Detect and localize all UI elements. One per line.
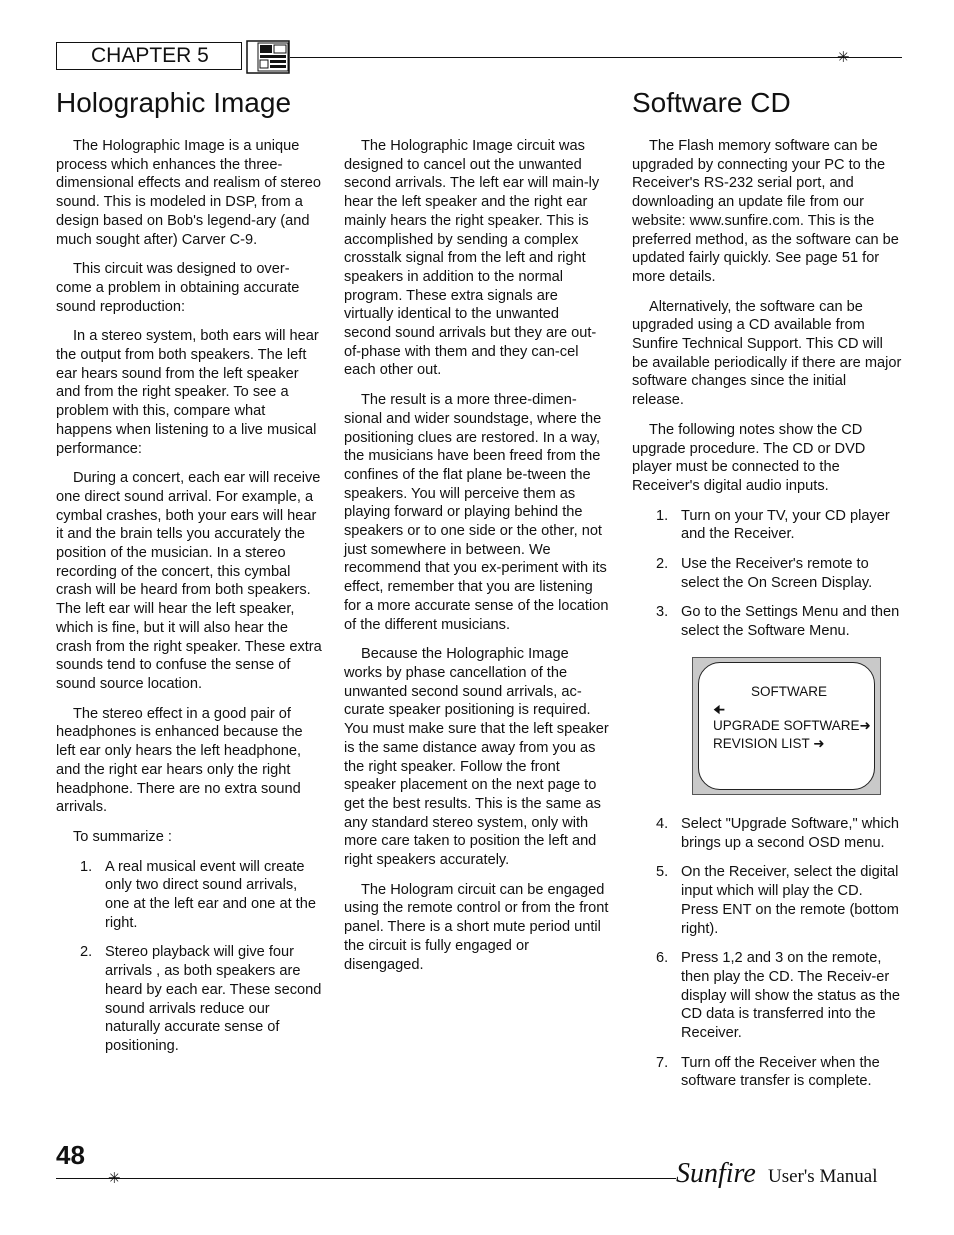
paragraph: The Holographic Image circuit was designed to cancel out the unwanted second arrivals. The left ear will main-ly hear the left speaker and the right ear mainly hears the right speaker. This is accomplished by sending a complex crosstalk signal from the left and right speakers in addition to the normal program. These extra signals are virtually identical to the unwanted second sound arrivals but they are out-of-phase with them and they can-cel each other out. — [344, 138, 600, 379]
paragraph: In a stereo system, both ears will hear the output from both speakers. The left ear hears sound from the left speaker and from the right speaker. To see a problem with this, compare what happens when listening to a live musical performance: — [56, 328, 319, 457]
osd-screen — [692, 657, 881, 795]
paragraph: Alternatively, the software can be upgraded using a CD available from Sunfire Technical Support. This CD will be available periodically if there are major software changes since the initial release. — [632, 298, 902, 409]
chapter-icon — [246, 40, 290, 74]
footer-rule — [56, 1178, 676, 1179]
paragraph: The result is a more three-dimen-sional and wider soundstage, where the positioning clues are restored. In a way, the musicians have been freed from the confines of the flat plane be-tween the speakers. You will perceive them as playing forward or playing behind the speakers or to one side or the other, not just somewhere in between. We recommend that you ex-periment with its effect, remember that you are listening for a more accurate sense of the location of the different musicians. — [344, 392, 609, 633]
osd-upgrade-software: UPGRADE SOFTWARE➜ — [713, 718, 871, 733]
steps-list — [632, 507, 902, 641]
paragraph: The following notes show the CD upgrade procedure. The CD or DVD player must be connected to the Receiver's digital audio inputs. — [632, 421, 866, 494]
steps-list-continued — [632, 815, 902, 1091]
holographic-title: Holographic Image — [56, 87, 292, 118]
chapter-label: CHAPTER 5 — [56, 42, 242, 70]
header-star-icon: ✳ — [837, 49, 850, 66]
arrow-right-icon: ➜ — [859, 718, 871, 733]
list-item: 6. Press 1,2 and 3 on the remote, then play the CD. The Receiv-er display will show the status as the CD data is transferred into the Receiver. — [656, 950, 901, 1042]
paragraph: The Flash memory software can be upgraded by connecting your PC to the Receiver's RS-232 serial port, and downloading an update file from our website: www.sunfire.com. This is the preferred method, as the software can be updated fairly quickly. See page 51 for more details. — [632, 138, 899, 285]
list-item: 2. Use the Receiver's remote to select the On Screen Display. — [656, 556, 873, 591]
column-2 — [344, 137, 610, 985]
list-item: 2. Stereo playback will give four arrivals , as both speakers are heard by each ear. These second sound arrivals reduce our naturally accurate sense of positioning. — [80, 944, 322, 1054]
manual-label: User's Manual — [768, 1166, 878, 1187]
paragraph: The Holographic Image is a unique process which enhances the three-dimensional effects and realism of stereo sound. This is modeled in DSP, from a design based on Bob's legend-ary (and much sought after) Carver C-9. — [56, 138, 321, 248]
back-arrow-icon: 🠈 — [713, 702, 726, 717]
list-item: 1. Turn on your TV, your CD player and the Receiver. — [656, 507, 890, 543]
software-cd-title: Software CD — [632, 87, 791, 118]
list-item: 3. Go to the Settings Menu and then select the Software Menu. — [656, 604, 900, 640]
list-item: 7. Turn off the Receiver when the software transfer is complete. — [656, 1054, 880, 1090]
column-3-continued — [632, 815, 902, 1102]
paragraph: During a concert, each ear will receive one direct sound arrival. For example, a cymbal crashes, both your ears will hear it and the brain tells you accurately the position of the musician. In a stereo recording of the concert, this cymbal crash will be heard from both speakers. The left ear will hear the left speaker, which is fine, but it will also hear the crash from the right speaker. These extra sounds tend to confuse the sense of sound source location. — [56, 470, 322, 692]
summary-list — [56, 858, 322, 1056]
page-number: 48 — [56, 1140, 85, 1170]
paragraph: The Hologram circuit can be engaged using the remote control or from the front panel. There is a short mute period until the circuit is fully engaged or disengaged. — [344, 881, 609, 973]
list-item: 4. Select "Upgrade Software," which brings up a second OSD menu. — [656, 816, 900, 851]
arrow-right-icon: ➜ — [813, 736, 825, 751]
column-3 — [632, 137, 902, 652]
paragraph: To summarize : — [73, 828, 172, 845]
column-1 — [56, 137, 322, 1067]
footer-star-icon: ✳ — [108, 1170, 121, 1187]
osd-screen-inner — [698, 662, 875, 790]
brand-logo: Sunfire — [676, 1158, 756, 1189]
osd-title: SOFTWARE — [751, 684, 827, 699]
paragraph: This circuit was designed to over-come a problem in obtaining accurate sound reproduction: — [56, 261, 300, 315]
list-item: 5. On the Receiver, select the digital input which will play the CD. Press ENT on the remote (bottom right). — [656, 864, 899, 937]
paragraph: The stereo effect in a good pair of headphones is enhanced because the left ear only hears the left headphone, and the right ear hears only the right headphone. There are no extra sound arrivals. — [56, 705, 303, 816]
paragraph: Because the Holographic Image works by phase cancellation of the unwanted second sound arrivals, ac-curate speaker positioning is required. You must make sure that the left speaker is the same distance away from you as the right speaker. Follow the front speaker placement on the next page to get the best results. This is the same as any standard stereo system, only with more care taken to position the left and right speakers accurately. — [344, 646, 609, 869]
osd-revision-list: REVISION LIST ➜ — [713, 736, 825, 751]
header-rule — [290, 57, 902, 58]
list-item: 1. A real musical event will create only two direct sound arrivals, one at the left ear and one at the right. — [80, 858, 316, 931]
